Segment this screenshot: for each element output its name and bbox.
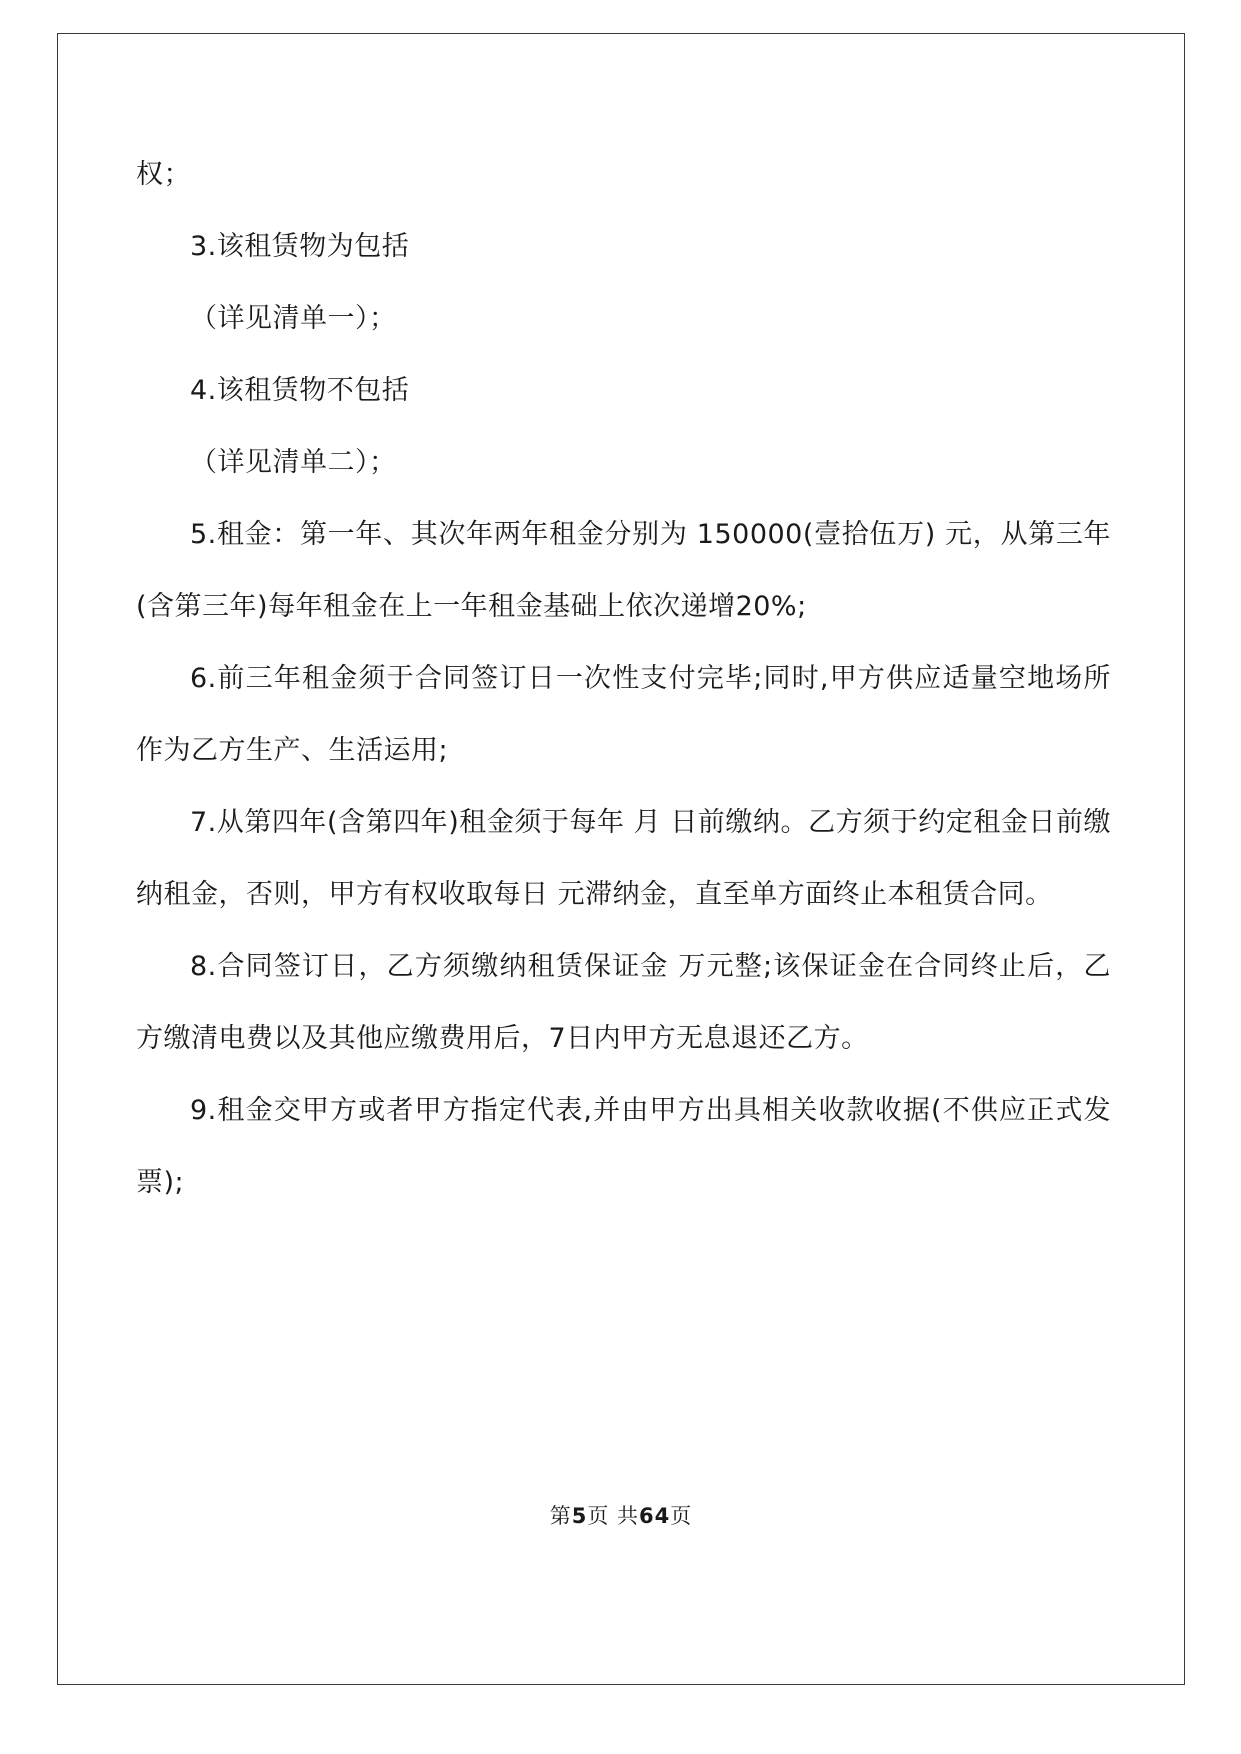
paragraph: 7.从第四年(含第四年)租金须于每年 月 日前缴纳。乙方须于约定租金日前缴纳租金，否则，甲方有权收取每日 元滞纳金，直至单方面终止本租赁合同。 (136, 807, 1111, 910)
paragraph: 4.该租赁物不包括 (190, 375, 410, 406)
paragraph: （详见清单一）； (190, 303, 397, 334)
paragraph: 权； (136, 159, 191, 190)
footer-current-page: 5 (571, 1504, 588, 1528)
document-body (136, 139, 1111, 1219)
paragraph: 6.前三年租金须于合同签订日一次性支付完毕;同时,甲方供应适量空地场所作为乙方生产、生活运用; (136, 663, 1111, 766)
paragraph: 9.租金交甲方或者甲方指定代表,并由甲方出具相关收款收据(不供应正式发票); (136, 1095, 1111, 1198)
paragraph: 5.租金：第一年、其次年两年租金分别为 150000(壹拾伍万) 元，从第三年(含第三年)每年租金在上一年租金基础上依次递增20%; (136, 519, 1111, 622)
paragraph: 3.该租赁物为包括 (190, 231, 410, 262)
document-page (57, 33, 1185, 1685)
paragraph: （详见清单二）； (190, 447, 397, 478)
footer-total-pages: 64 (639, 1504, 671, 1528)
footer-middle: 页 共 (587, 1504, 640, 1528)
paragraph: 8.合同签订日，乙方须缴纳租赁保证金 万元整;该保证金在合同终止后，乙方缴清电费以及其他应缴费用后，7日内甲方无息退还乙方。 (136, 951, 1111, 1054)
page-footer (58, 1500, 1184, 1530)
footer-suffix: 页 (670, 1504, 693, 1528)
footer-prefix: 第 (549, 1504, 572, 1528)
